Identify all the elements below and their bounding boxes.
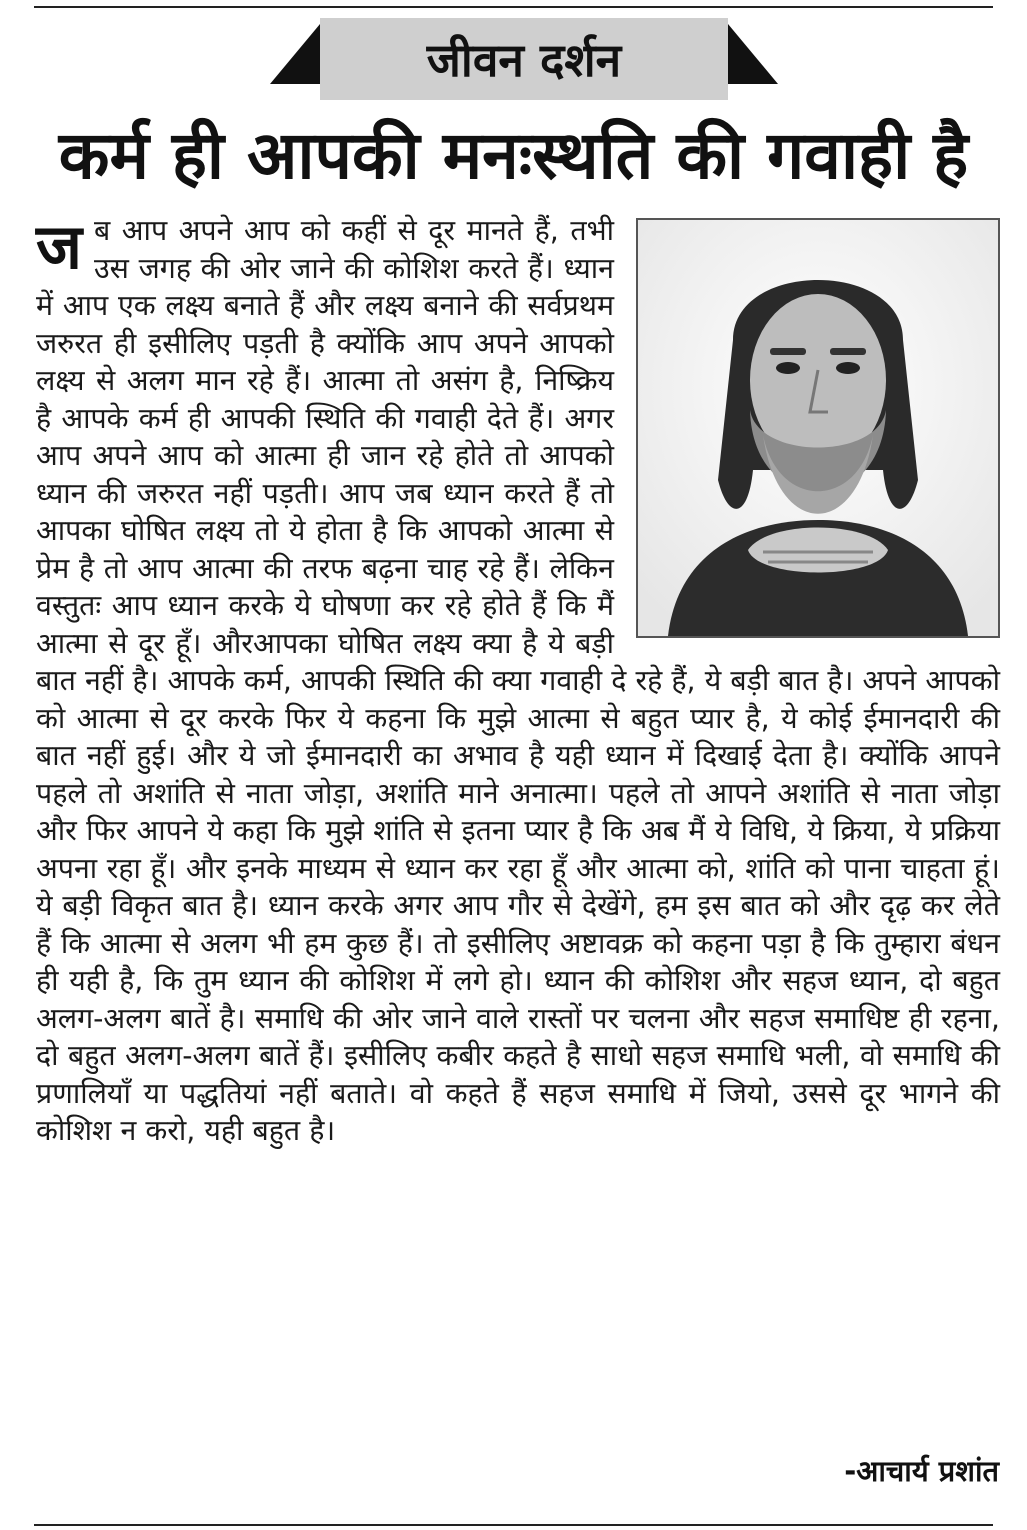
author-photo	[636, 218, 1000, 638]
author-signature: -आचार्य प्रशांत	[830, 1452, 999, 1490]
article-body	[36, 212, 1000, 1512]
section-label: जीवन दर्शन	[320, 18, 728, 100]
drop-cap: ज	[36, 210, 83, 283]
left-triangle-ornament	[270, 24, 320, 84]
portrait-illustration	[638, 220, 998, 636]
top-rule	[34, 6, 993, 8]
article-text: ब आप अपने आप को कहीं से दूर मानते हैं, तभी उस जगह की ओर जाने की कोशिश करते हैं। ध्यान में आप एक लक्ष्य बनाते हैं और लक्ष्य बनाने की सर्वप्रथम जरुरत ही इसीलिए पड़ती है क्योंकि आप अपने आपको लक्ष्य से अलग मान रहे हैं। आत्मा तो असंग है, निष्क्रिय है आपके कर्म ही आपकी स्थिति की गवाही देते हैं। अगर आप अपने आप को आत्मा ही जान रहे होते तो आपको ध्यान की जरुरत नहीं पड़ती। आप जब ध्यान करते हैं तो आपका घोषित लक्ष्य तो ये होता है कि आपको आत्मा से प्रेम है तो आप आत्मा की तरफ बढ़ना चाह रहे हैं। लेकिन वस्तुतः आप ध्यान करके ये घोषणा कर रहे होते हैं कि मैं आत्मा से दूर हूँ। औरआपका घोषित लक्ष्य क्या है ये बड़ी बात नहीं है। आपके कर्म, आपकी स्थिति की क्या गवाही दे रहे हैं, ये बड़ी बात है। अपने आपको को आत्मा से दूर करके फिर ये कहना कि मुझे आत्मा से बहुत प्यार है, ये कोई ईमानदारी की बात नहीं हुई। और ये जो ईमानदारी का अभाव है यही ध्यान में दिखाई देता है। क्योंकि आपने पहले तो अशांति से नाता जोड़ा, अशांति माने अनात्मा। पहले तो आपने अशांति से नाता जोड़ा और फिर आपने ये कहा कि मुझे शांति से इतना प्यार है कि अब मैं ये विधि, ये क्रिया, ये प्रक्रिया अपना रहा हूँ। और इनके माध्यम से ध्यान कर रहा हूँ और आत्मा को, शांति को पाना चाहता हूं। ये बड़ी विकृत बात है। ध्यान करके अगर आप गौर से देखेंगे, हम इस बात को और दृढ़ कर लेते हैं कि आत्मा से अलग भी हम कुछ हैं। तो इसीलिए अष्टावक्र को कहना पड़ा है कि तुम्हारा बंधन ही यही है, कि तुम ध्यान की कोशिश में लगे हो। ध्यान की कोशिश और सहज ध्यान, दो बहुत अलग-अलग बातें है। समाधि की ओर जाने वाले रास्तों पर चलना और सहज समाधिष्ट ही रहना, दो बहुत अलग-अलग बातें हैं। इसीलिए कबीर कहते है साधो सहज समाधि भली, वो समाधि की प्रणालियाँ या पद्धतियां नहीं बताते। वो कहते हैं सहज समाधि में जियो, उससे दूर भागने की कोशिश न करो, यही बहुत है।	[36, 214, 1000, 1147]
headline: कर्म ही आपकी मनःस्थति की गवाही है	[58, 117, 969, 194]
right-triangle-ornament	[728, 24, 778, 84]
bottom-rule	[34, 1524, 993, 1526]
